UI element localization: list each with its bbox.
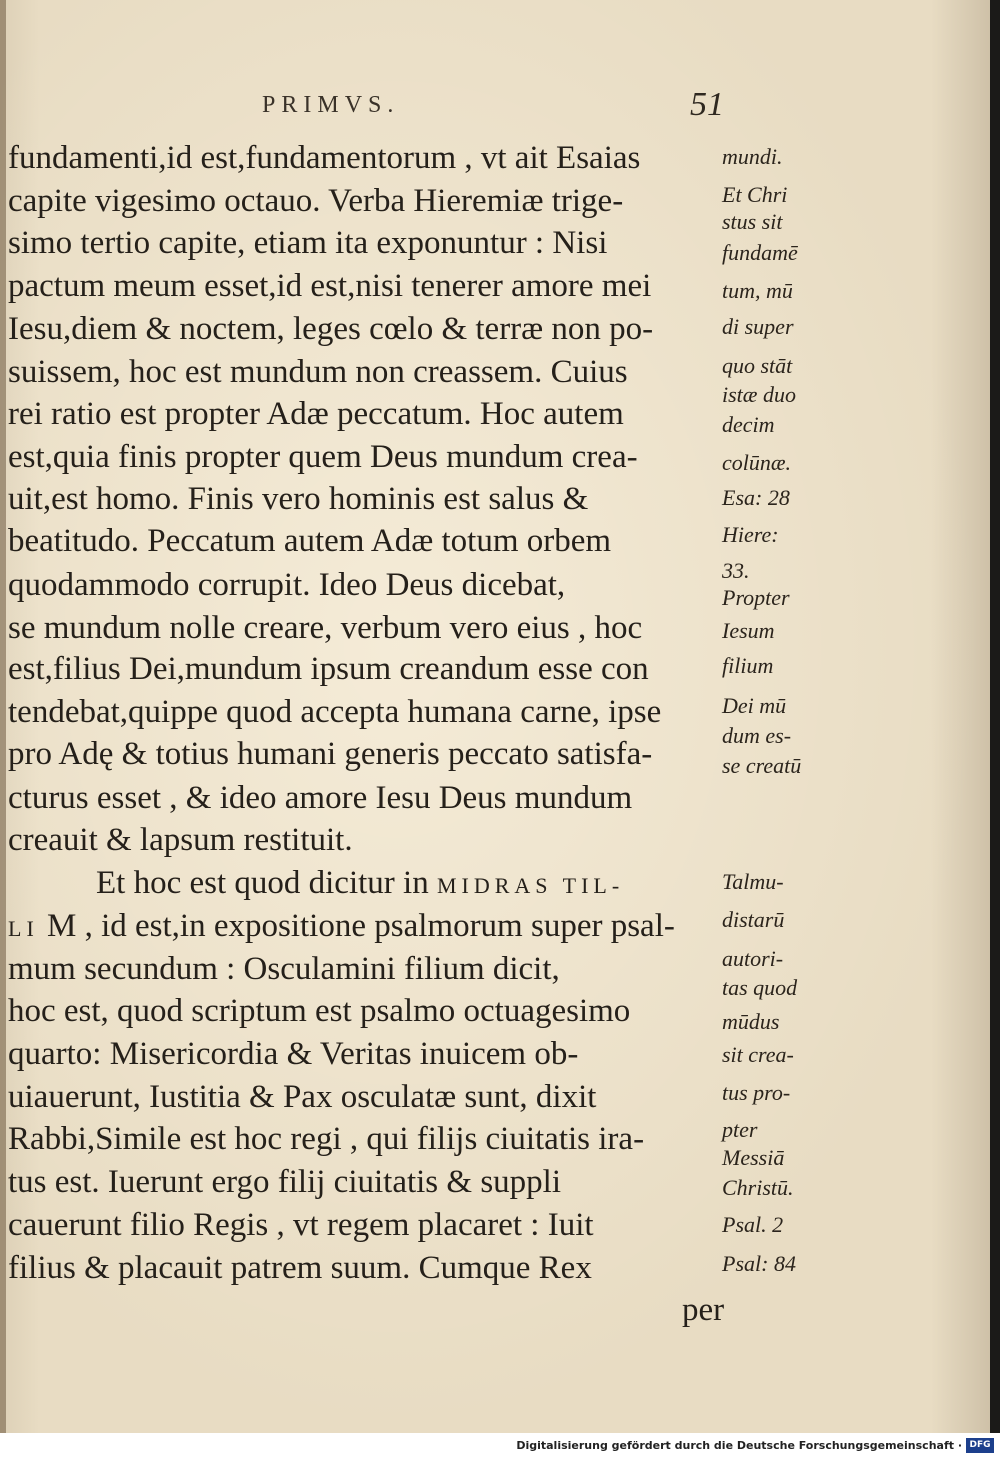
text-line: cauerunt filio Regis , vt regem placaret : Iuit [8, 1207, 594, 1243]
text-line: quodammodo corrupit. Ideo Deus dicebat, [8, 567, 566, 603]
margin-note: tum, mū [722, 278, 793, 303]
text-line: hoc est, quod scriptum est psalmo octuagesimo [8, 993, 631, 1029]
margin-note: autori- [722, 946, 784, 971]
margin-note: distarū [722, 907, 785, 932]
text-line: creauit & lapsum restituit. [8, 822, 353, 858]
margin-note: filium [722, 653, 774, 678]
margin-note: tas quod [722, 975, 798, 1000]
text-line: fundamenti,id est,fundamentorum , vt ait Esaias [8, 140, 641, 176]
margin-note: mūdus [722, 1009, 780, 1034]
text-line: suissem, hoc est mundum non creassem. Cuius [8, 354, 628, 390]
page-edge [0, 0, 6, 1433]
margin-note: Dei mū [722, 693, 787, 718]
margin-note: Esa: 28 [722, 485, 790, 510]
text-line: Rabbi,Simile est hoc regi , qui filijs ciuitatis ira- [8, 1121, 645, 1157]
text-line: se mundum nolle creare, verbum vero eius , hoc [8, 610, 643, 646]
text-line: capite vigesimo octauo. Verba Hieremiæ trige- [8, 183, 624, 219]
margin-note: Talmu- [722, 869, 784, 894]
margin-note: Hiere: [722, 522, 779, 547]
text-line [96, 863, 726, 906]
text-line: tendebat,quippe quod accepta humana carne, ipse [8, 694, 662, 730]
margin-note: quo stāt [722, 353, 793, 378]
catchword: per [682, 1292, 725, 1328]
text-line: simo tertio capite, etiam ita exponuntur : Nisi [8, 225, 608, 261]
margin-note: stus sit [722, 209, 783, 234]
text-line: cturus esset , & ideo amore Iesu Deus mundum [8, 780, 633, 816]
page-number: 51 [690, 86, 724, 123]
margin-note: decim [722, 412, 775, 437]
margin-note: se creatū [722, 753, 802, 778]
margin-note: Christū. [722, 1175, 794, 1200]
margin-note: Psal. 2 [722, 1212, 784, 1237]
margin-note: sit crea- [722, 1042, 794, 1067]
text-line: uit,est homo. Finis vero hominis est salus & [8, 481, 589, 517]
text-line: beatitudo. Peccatum autem Adæ totum orbem [8, 523, 612, 559]
margin-note: Psal: 84 [722, 1251, 796, 1276]
text-line: pro Adę & totius humani generis peccato satisfa- [8, 736, 653, 772]
footer-bar [0, 1433, 1000, 1458]
margin-note: 33. [722, 558, 750, 583]
small-caps-title: LI [8, 916, 39, 941]
margin-note: dum es- [722, 723, 792, 748]
funding-notice: Digitalisierung gefördert durch die Deutsche Forschungsgemeinschaft · [516, 1439, 962, 1452]
text-line: pactum meum esset,id est,nisi tenerer amore mei [8, 268, 652, 304]
text-line: est,quia finis propter quem Deus mundum crea- [8, 439, 638, 475]
text-line: est,filius Dei,mundum ipsum creandum esse con [8, 651, 649, 687]
margin-note: istæ duo [722, 382, 796, 407]
margin-note: Propter [722, 585, 790, 610]
text-fragment: M , id est,in expositione psalmorum super psal- [47, 908, 675, 944]
text-line: filius & placauit patrem suum. Cumque Rex [8, 1250, 592, 1286]
margin-note: mundi. [722, 144, 783, 169]
text-line: quarto: Misericordia & Veritas inuicem ob- [8, 1036, 579, 1072]
margin-note: Messiā [722, 1145, 785, 1170]
margin-note: Iesum [722, 618, 775, 643]
text-line: rei ratio est propter Adæ peccatum. Hoc autem [8, 396, 624, 432]
text-fragment: Et hoc est quod dicitur in [96, 865, 429, 901]
text-line [8, 906, 723, 949]
margin-note: di super [722, 314, 794, 339]
running-head: PRIMVS. [262, 92, 400, 118]
text-line: mum secundum : Osculamini filium dicit, [8, 951, 560, 987]
margin-note: Et Chri [722, 182, 788, 207]
text-line: tus est. Iuerunt ergo filij ciuitatis & suppli [8, 1164, 561, 1200]
small-caps-title: MIDRAS TIL- [436, 873, 625, 898]
text-line: Iesu,diem & noctem, leges cœlo & terræ non po- [8, 311, 654, 347]
dfg-logo: DFG [966, 1438, 994, 1453]
margin-note: pter [722, 1117, 758, 1142]
margin-note: fundamē [722, 240, 798, 265]
margin-note: tus pro- [722, 1080, 791, 1105]
margin-note: colūnæ. [722, 450, 792, 475]
text-line: uiauerunt, Iustitia & Pax osculatæ sunt, dixit [8, 1079, 597, 1115]
